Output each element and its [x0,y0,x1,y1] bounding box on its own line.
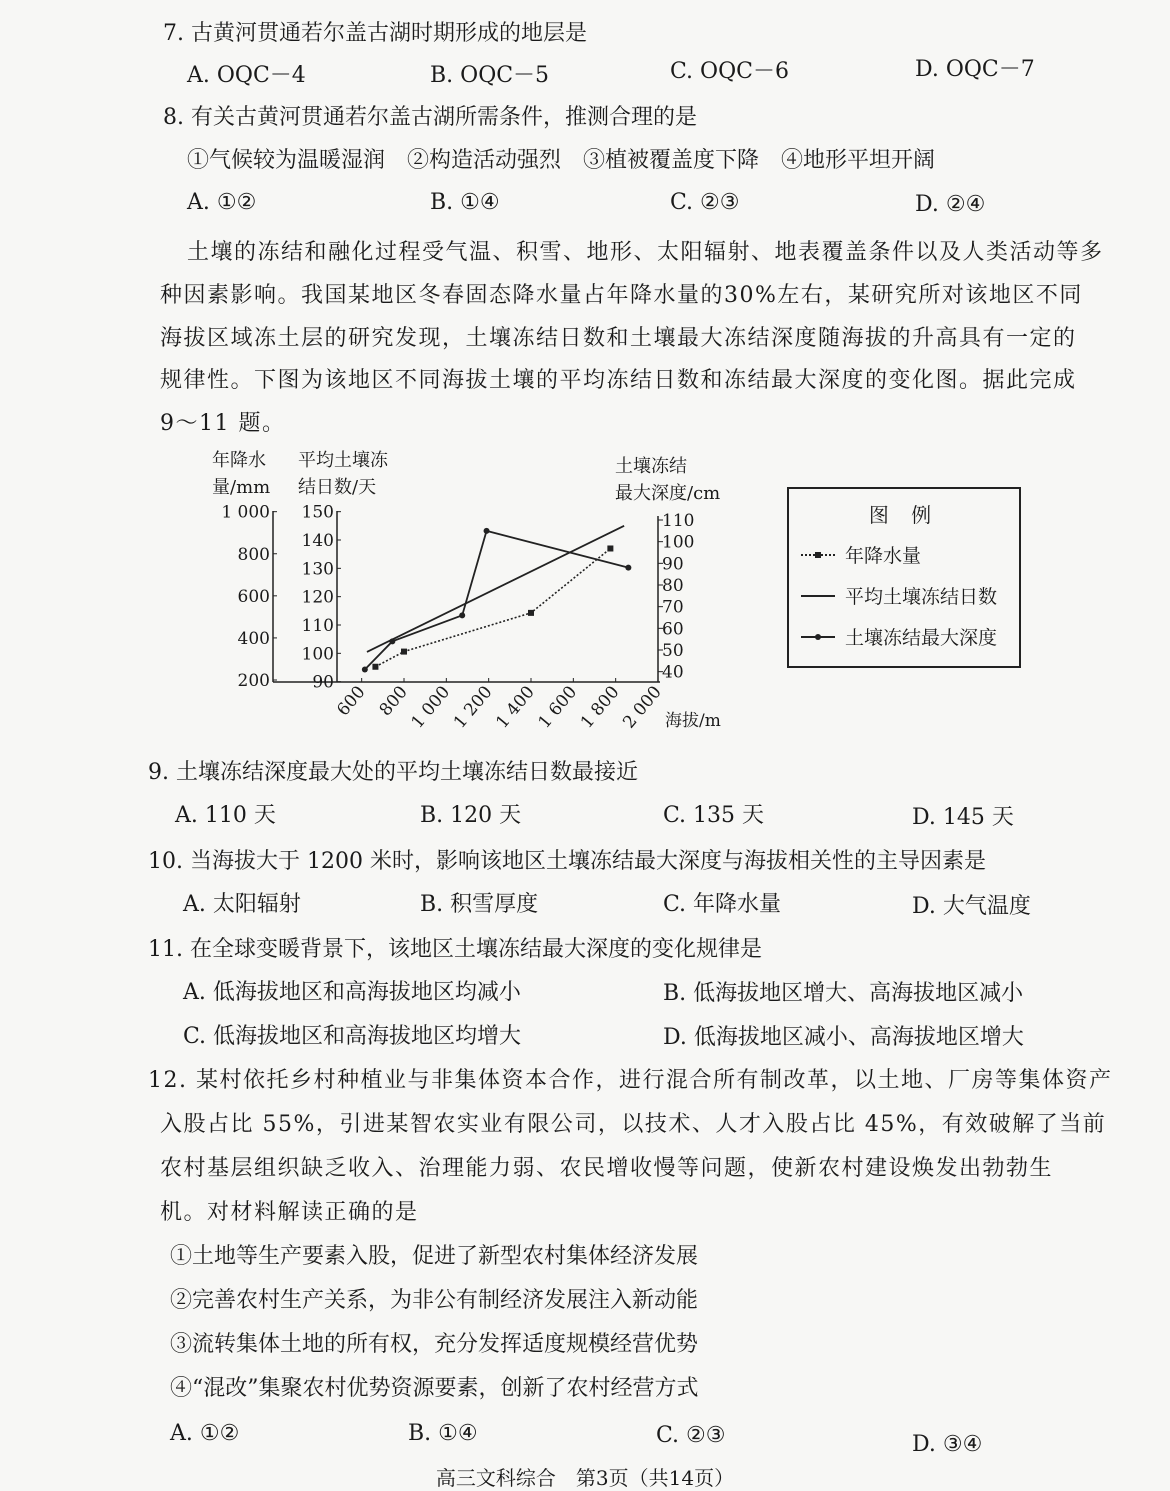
q9-stem: 9. 土壤冻结深度最大处的平均土壤冻结日数最接近 [148,760,638,785]
series-line-2 [367,526,624,652]
precip-point [607,545,613,551]
days-tick-label: 110 [301,616,334,636]
legend-title: 图 例 [868,503,940,527]
legend-label: 年降水量 [845,545,922,567]
q8-option-a[interactable]: A. ①② [187,190,257,215]
days-tick-label: 150 [301,502,334,523]
q8-option-c[interactable]: C. ②③ [670,190,740,215]
legend-item-depth [799,623,997,650]
q7-option-a[interactable]: A. OQC－4 [187,63,306,88]
q11-option-a[interactable]: A. 低海拔地区和高海拔地区均减小 [183,980,521,1005]
depth-axis-title: 土壤冻结 [615,456,687,477]
q9-option-b[interactable]: B. 120 天 [420,803,522,828]
q7-stem: 7. 古黄河贯通若尔盖古湖时期形成的地层是 [163,21,587,46]
dotted-square-line-icon [799,550,837,560]
depth-tick-label: 40 [662,662,684,683]
passage-line: 海拔区域冻土层的研究发现，土壤冻结日数和土壤最大冻结深度随海拔的升高具有一定的 [160,326,1077,351]
depth-tick-label: 50 [662,641,684,661]
q7-option-d[interactable]: D. OQC－7 [915,57,1035,82]
days-tick-label: 120 [301,587,334,608]
line-chart [210,440,750,760]
legend-item-days [799,582,997,609]
q12-option-d[interactable]: D. ③④ [912,1432,983,1457]
depth-tick-label: 110 [662,511,695,531]
q7-option-c[interactable]: C. OQC－6 [670,59,789,84]
q10-option-d[interactable]: D. 大气温度 [912,894,1031,919]
q8-option-d[interactable]: D. ②④ [915,192,986,217]
depth-tick-label: 60 [662,619,684,640]
precip-tick-label: 400 [237,628,270,649]
x-tick-label: 1 400 [492,682,539,733]
q12-stem-line: 12. 某村依托乡村种植业与非集体资本合作，进行混合所有制改革，以土地、厂房等集体资产 [148,1068,1113,1093]
q12-stem-line: 入股占比 55%，引进某智农实业有限公司，以技术、人才入股占比 45%，有效破解了当前 [160,1112,1107,1137]
x-tick-label: 2 000 [619,682,666,733]
dot-line-icon [799,632,837,642]
depth-point [389,638,395,644]
depth-point [362,667,368,673]
depth-tick-label: 90 [662,554,684,575]
passage-line: 种因素影响。我国某地区冬春固态降水量占年降水量的30%左右，某研究所对该地区不同 [160,283,1083,308]
q9-option-c[interactable]: C. 135 天 [663,803,765,828]
days-axis-title: 结日数/天 [298,477,377,498]
q11-option-c[interactable]: C. 低海拔地区和高海拔地区均增大 [183,1024,522,1049]
q12-item: ①土地等生产要素入股，促进了新型农村集体经济发展 [170,1244,699,1269]
q9-option-a[interactable]: A. 110 天 [175,803,276,828]
q12-item: ②完善农村生产关系，为非公有制经济发展注入新动能 [170,1288,699,1313]
q10-option-b[interactable]: B. 积雪厚度 [420,892,539,917]
legend-item-precip [799,541,921,568]
x-tick-label: 1 600 [534,682,582,733]
q12-item: ③流转集体土地的所有权，充分发挥适度规模经营优势 [170,1332,699,1357]
x-tick-label: 1 200 [449,682,497,733]
precip-axis-title: 量/mm [212,477,271,498]
passage-line: 规律性。下图为该地区不同海拔土壤的平均冻结日数和冻结最大深度的变化图。据此完成 [160,368,1077,393]
precip-point [528,610,534,616]
x-tick-label: 800 [375,682,412,721]
precip-point [401,649,407,655]
q12-stem-line: 机。对材料解读正确的是 [160,1200,419,1225]
days-tick-label: 130 [301,559,334,580]
days-tick-label: 100 [301,644,334,665]
q10-option-c[interactable]: C. 年降水量 [663,892,782,917]
x-tick-label: 1 800 [576,682,624,733]
x-axis-title: 海拔/m [665,711,721,731]
q12-option-c[interactable]: C. ②③ [656,1423,726,1448]
days-tick-label: 90 [312,672,334,693]
q11-option-d[interactable]: D. 低海拔地区减小、高海拔地区增大 [663,1025,1024,1050]
q12-option-a[interactable]: A. ①② [170,1421,240,1446]
legend-label: 土壤冻结最大深度 [845,627,998,649]
q10-option-a[interactable]: A. 太阳辐射 [183,892,301,917]
precip-tick-label: 200 [237,671,270,691]
depth-axis-title: 最大深度/cm [615,483,721,504]
depth-point [625,565,631,571]
q11-stem: 11. 在全球变暖背景下，该地区土壤冻结最大深度的变化规律是 [148,937,762,962]
days-axis-title: 平均土壤冻 [298,450,388,471]
solid-line-icon [799,591,837,601]
q7-option-b[interactable]: B. OQC－5 [430,63,550,88]
q12-option-b[interactable]: B. ①④ [408,1421,478,1446]
precip-tick-label: 800 [237,544,270,565]
q10-stem: 10. 当海拔大于 1200 米时，影响该地区土壤冻结最大深度与海拔相关性的主导因素是 [148,849,986,874]
page-footer: 高三文科综合 第3页（共14页） [435,1466,735,1490]
series-line-1 [375,548,610,666]
q9-option-d[interactable]: D. 145 天 [912,805,1014,830]
depth-point [459,612,465,618]
legend-label: 平均土壤冻结日数 [845,586,998,608]
q8-stem: 8. 有关古黄河贯通若尔盖古湖所需条件，推测合理的是 [163,105,697,130]
q8-option-b[interactable]: B. ①④ [430,190,500,215]
x-tick-label: 1 000 [407,682,455,733]
depth-point [484,528,490,534]
precip-tick-label: 1 000 [221,502,270,523]
precip-point [372,664,378,670]
q8-items: ①气候较为温暖湿润 ②构造活动强烈 ③植被覆盖度下降 ④地形平坦开阔 [187,148,936,173]
precip-tick-label: 600 [237,586,270,607]
days-tick-label: 140 [301,531,334,551]
depth-tick-label: 70 [662,597,684,618]
q12-stem-line: 农村基层组织缺乏收入、治理能力弱、农民增收慢等问题，使新农村建设焕发出勃勃生 [160,1156,1054,1181]
chart-legend [787,487,1021,668]
depth-tick-label: 100 [662,532,695,553]
depth-tick-label: 80 [662,576,684,596]
q11-option-b[interactable]: B. 低海拔地区增大、高海拔地区减小 [663,981,1024,1006]
q12-item: ④“混改”集聚农村优势资源要素，创新了农村经营方式 [170,1376,699,1401]
precip-axis-title: 年降水 [212,450,266,471]
passage-line: 9～11 题。 [160,411,286,436]
x-tick-label: 600 [333,682,370,721]
passage-line: 土壤的冻结和融化过程受气温、积雪、地形、太阳辐射、地表覆盖条件以及人类活动等多 [187,240,1104,265]
